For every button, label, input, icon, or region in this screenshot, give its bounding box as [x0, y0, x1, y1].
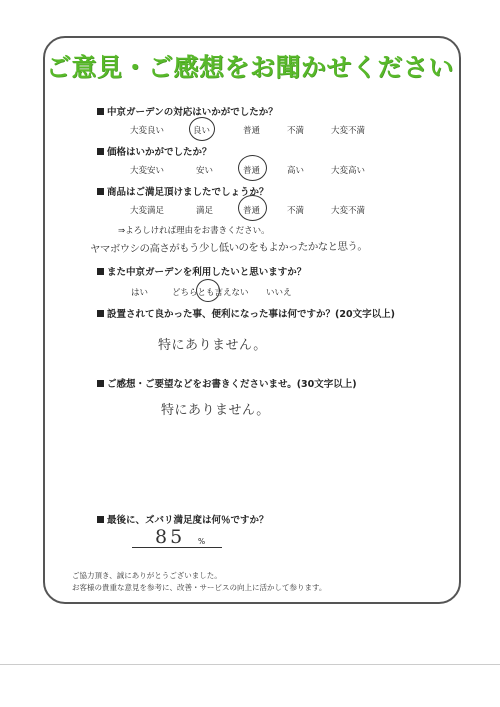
q1-option-2[interactable]: 良い — [193, 126, 211, 136]
q4-option-3[interactable]: いいえ — [266, 288, 292, 298]
q3-option-3[interactable]: 普通 — [243, 206, 261, 216]
question-6 — [97, 376, 357, 390]
question-6-label: ご感想・ご要望などをお書きくださいませ。(30文字以上) — [107, 379, 357, 390]
q3-option-1[interactable]: 大変満足 — [130, 206, 165, 216]
question-7-label: 最後に、ズバリ満足度は何％ですか？ — [107, 515, 269, 526]
q3-option-5[interactable]: 大変不満 — [331, 206, 366, 216]
bullet-square-icon — [97, 108, 104, 115]
q1-option-1[interactable]: 大変良い — [130, 126, 165, 136]
q3-option-4[interactable]: 不満 — [287, 206, 305, 216]
question-3-label: 商品はご満足頂けましたでしょうか？ — [107, 187, 269, 198]
q2-selected-circle — [238, 155, 267, 181]
q1-selected-circle — [189, 117, 215, 141]
question-1 — [97, 104, 278, 118]
bullet-square-icon — [97, 310, 104, 317]
q2-option-3[interactable]: 普通 — [243, 166, 261, 176]
question-4-label: また中京ガーデンを利用したいと思いますか？ — [107, 267, 307, 278]
question-4 — [97, 264, 306, 278]
q7-unit: % — [198, 537, 206, 546]
survey-title: ご意見・ご感想をお聞かせください — [45, 53, 454, 82]
q3-reason-prompt: ⇒よろしければ理由をお書きください。 — [118, 226, 270, 236]
q6-answer: 特にありません。 — [161, 403, 270, 418]
q7-answer: 85 — [155, 526, 186, 548]
bullet-square-icon — [97, 188, 104, 195]
question-3 — [97, 184, 269, 198]
bullet-square-icon — [97, 148, 104, 155]
q2-option-5[interactable]: 大変高い — [331, 166, 366, 176]
q2-option-1[interactable]: 大変安い — [130, 166, 165, 176]
question-2 — [97, 144, 212, 158]
q1-option-3[interactable]: 普通 — [243, 126, 261, 136]
footer-thanks: ご協力頂き、誠にありがとうございました。 — [72, 571, 222, 580]
q2-option-2[interactable]: 安い — [196, 166, 214, 176]
bullet-square-icon — [97, 380, 104, 387]
footer-note: お客様の貴重な意見を参考に、改善・サービスの向上に活かして参ります。 — [72, 583, 327, 592]
question-5-label: 設置されて良かった事、便利になった事は何ですか？(20文字以上) — [107, 309, 395, 320]
q3-selected-circle — [238, 195, 267, 221]
bullet-square-icon — [97, 516, 104, 523]
question-5 — [97, 306, 395, 320]
q4-option-1[interactable]: はい — [131, 288, 149, 298]
q5-answer: 特にありません。 — [158, 338, 267, 353]
question-2-label: 価格はいかがでしたか？ — [107, 147, 212, 158]
question-1-label: 中京ガーデンの対応はいかがでしたか？ — [107, 107, 278, 118]
bullet-square-icon — [97, 268, 104, 275]
q1-option-4[interactable]: 不満 — [287, 126, 305, 136]
q3-option-2[interactable]: 満足 — [196, 206, 214, 216]
q1-option-5[interactable]: 大変不満 — [331, 126, 366, 136]
q4-option-2[interactable]: どちらとも言えない — [172, 288, 249, 298]
q2-option-4[interactable]: 高い — [287, 166, 305, 176]
q4-selected-circle — [196, 279, 220, 302]
page-bottom-rule — [0, 664, 500, 665]
q3-reason-answer: ヤマボウシの高さがもう少し低いのをもよかったかなと思う。 — [89, 240, 368, 256]
q7-answer-underline — [132, 547, 222, 548]
question-7 — [97, 512, 269, 526]
